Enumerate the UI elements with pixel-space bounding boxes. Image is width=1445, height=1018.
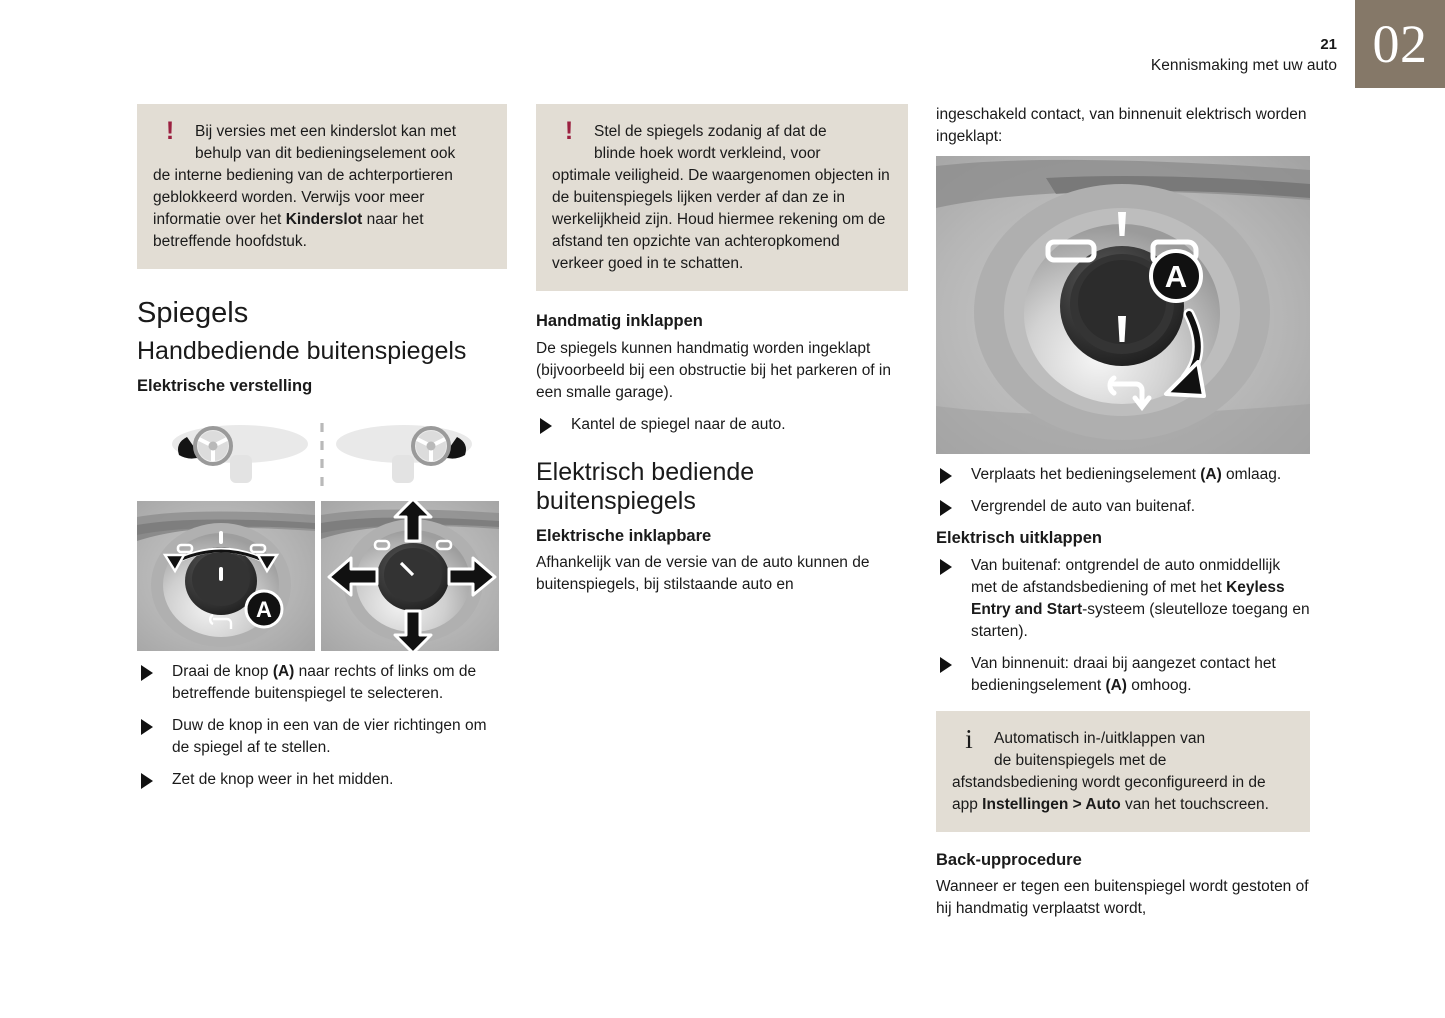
info-icon: i <box>965 723 973 754</box>
body-back-upprocedure: Wanneer er tegen een buitenspiegel wordt gestoten of hij handmatig verplaatst wordt, <box>936 878 1309 918</box>
heading-back-upprocedure: Back-upprocedure <box>936 850 1082 869</box>
subsection-heading-handbediende: Handbediende buitenspiegels <box>137 337 467 366</box>
heading-elektrisch-uitklappen: Elektrisch uitklappen <box>936 529 1102 547</box>
body-handmatig-inklappen: De spiegels kunnen handmatig worden ingeklapt (bijvoorbeeld bij een obstructie bij het parkeren of in een smalle garage). <box>536 339 891 401</box>
section-heading-spiegels: Spiegels <box>137 297 249 329</box>
list-item: Van binnenuit: draai bij aangezet contact het bedieningselement (A) omhoog. <box>936 653 1310 697</box>
mirror-knob-rotate-photo <box>137 501 315 651</box>
warning-note-line-2: blinde hoek wordt verkleind, voor <box>594 145 821 162</box>
heading-elektrisch-bediende: Elektrisch bediende buitenspiegels <box>536 457 755 515</box>
list-item: Kantel de spiegel naar de auto. <box>536 414 908 436</box>
heading-elektrische-inklapbare: Elektrische inklapbare <box>536 526 712 545</box>
warning-note-spiegels-afstellen <box>536 104 908 291</box>
steering-wheel-position-diagram <box>137 419 507 491</box>
column-2 <box>536 104 908 600</box>
chapter-tab <box>1355 0 1445 88</box>
chapter-title: Kennismaking met uw auto <box>1150 56 1337 74</box>
body-elektrische-inklapbare: Afhankelijk van de versie van de auto kunnen de buitenspiegels, bij stilstaande auto en <box>536 554 870 594</box>
column-3 <box>936 104 1310 924</box>
info-note-line-2: de buitenspiegels met de <box>994 751 1167 769</box>
page-header <box>700 36 1337 76</box>
bullet-arrow-icon <box>940 657 952 673</box>
warning-note-body: optimale veiligheid. De waargenomen objecten in de buitenspiegels lijken verder af dan ze in werkelijkheid zijn. Houd hiermee rekening om de afstand ten opzichte van achteropkomend verkeer goed in te schatten. <box>552 167 890 272</box>
page-number: 21 <box>1320 36 1337 53</box>
intro-text-column-3: ingeschakeld contact, van binnenuit elektrisch worden ingeklapt: <box>936 106 1307 145</box>
info-note-body: afstandsbediening wordt geconfigureerd in de app Instellingen > Auto van het touchscreen. <box>952 773 1269 813</box>
warning-note-line-1: Bij versies met een kinderslot kan met <box>195 123 457 140</box>
warning-note-kinderslot <box>137 104 507 269</box>
list-item: Duw de knop in een van de vier richtingen om de spiegel af te stellen. <box>137 715 507 759</box>
svg-text:A: A <box>1164 259 1188 294</box>
list-item: Draai de knop (A) naar rechts of links om de betreffende buitenspiegel te selecteren. <box>137 661 507 705</box>
info-note-bold-term: Instellingen > Auto <box>982 795 1121 813</box>
svg-text:A: A <box>256 597 272 623</box>
mirror-knob-figure-pair <box>137 501 499 651</box>
bullet-arrow-icon <box>141 665 153 681</box>
mirror-knob-directions-photo <box>321 501 499 651</box>
bullet-arrow-icon <box>141 719 153 735</box>
warning-note-line-2: behulp van dit bedieningselement ook <box>195 145 456 162</box>
list-item: Van buitenaf: ontgrendel de auto onmiddellijk met de afstandsbediening of met het Keyless Entry and Start-systeem (sleutelloze toegang en starten). <box>936 555 1310 643</box>
column-1 <box>137 104 507 801</box>
warning-note-line-1: Stel de spiegels zodanig af dat de <box>594 123 827 140</box>
list-item: Verplaats het bedieningselement (A) omlaag. <box>936 464 1310 486</box>
manual-fold-instructions <box>536 414 908 436</box>
list-item: Vergrendel de auto van buitenaf. <box>936 496 1310 518</box>
chapter-tab-number: 02 <box>1372 14 1428 74</box>
electric-fold-in-instructions <box>936 464 1310 518</box>
subsection-heading-elektrische-verstelling: Elektrische verstelling <box>137 377 313 396</box>
electric-unfold-instructions <box>936 555 1310 697</box>
info-note-line-1: Automatisch in-/uitklappen van <box>994 729 1206 747</box>
heading-handmatig-inklappen: Handmatig inklappen <box>536 312 703 330</box>
bullet-arrow-icon <box>940 559 952 575</box>
warning-note-bold-term: Kinderslot <box>285 211 363 228</box>
mirror-knob-closeup-photo <box>936 156 1310 454</box>
info-note-auto-inklappen <box>936 711 1310 832</box>
bullet-arrow-icon <box>940 500 952 516</box>
warning-icon: ! <box>564 117 574 145</box>
warning-icon: ! <box>165 117 175 145</box>
mirror-adjust-instructions <box>137 661 507 791</box>
bullet-arrow-icon <box>540 418 552 434</box>
list-item: Zet de knop weer in het midden. <box>137 769 507 791</box>
bullet-arrow-icon <box>940 468 952 484</box>
warning-note-body: de interne bediening van de achterportieren geblokkeerd worden. Verwijs voor meer informatie over het Kinderslot naar het betreffende hoofdstuk. <box>153 167 453 250</box>
bullet-arrow-icon <box>141 773 153 789</box>
